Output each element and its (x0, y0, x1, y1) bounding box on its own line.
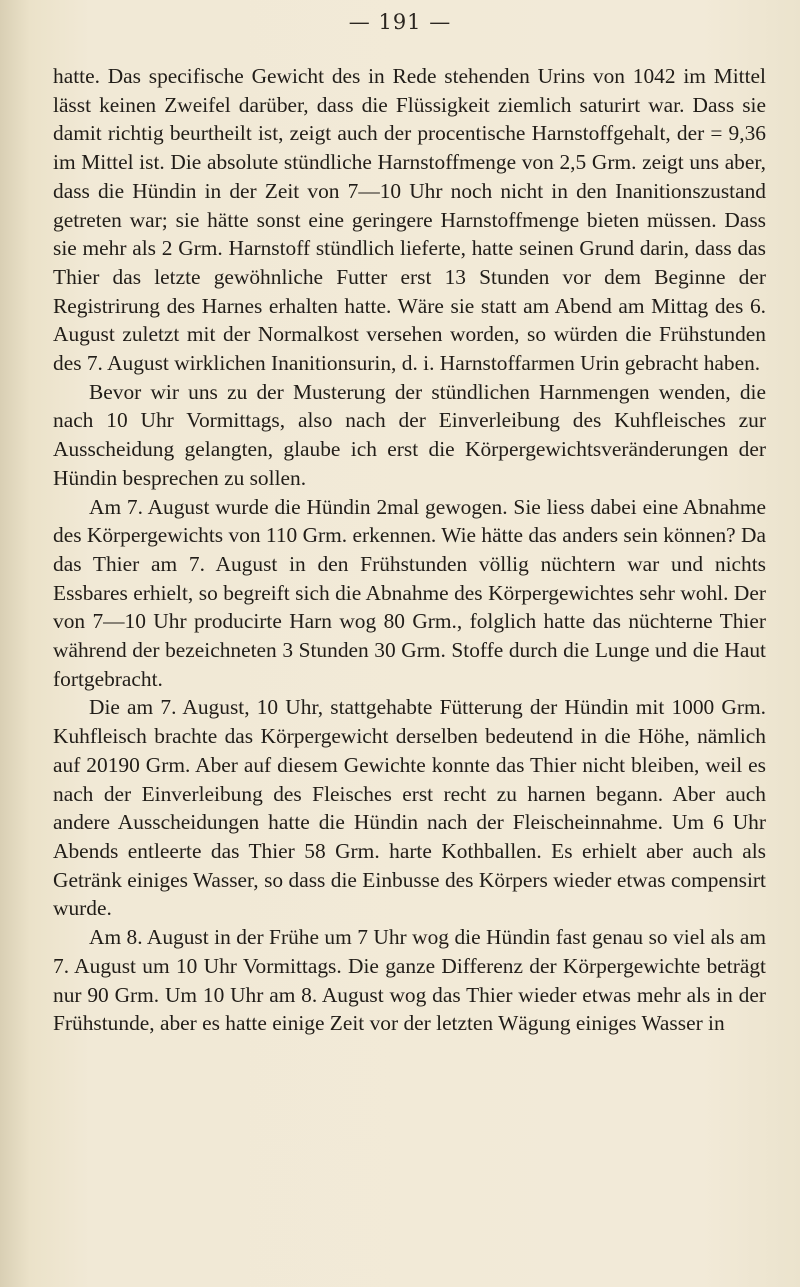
paragraph-5: Am 8. August in der Frühe um 7 Uhr wog die Hündin fast genau so viel als am 7. August um 10 Uhr Vormittags. Die ganze Differenz der Körpergewichte beträgt nur 90 Grm. Um 10 Uhr am 8. August wog das Thier wieder etwas mehr als in der Frühstunde, aber es hatte einige Zeit vor der letzten Wägung einiges Wasser in (53, 925, 766, 1036)
paragraph-4: Die am 7. August, 10 Uhr, stattgehabte Fütterung der Hündin mit 1000 Grm. Kuhfleisch brachte das Körpergewicht derselben bedeutend in die Höhe, nämlich auf 20190 Grm. Aber auf diesem Gewichte konnte das Thier nicht bleiben, weil es nach der Einverleibung des Fleisches erst recht zu harnen begann. Aber auch andere Ausscheidungen hatte die Hündin nach der Fleischeinnahme. Um 6 Uhr Abends entleerte das Thier 58 Grm. harte Kothballen. Es erhielt aber auch als Getränk einiges Wasser, so dass die Einbusse des Körpers wieder etwas compensirt wurde. (53, 695, 766, 921)
page-number: — 191 — (348, 10, 452, 34)
paragraph-2: Bevor wir uns zu der Musterung der stündlichen Harnmengen wenden, die nach 10 Uhr Vormittags, also nach der Einverleibung des Kuhfleisches zur Ausscheidung gelangten, glaube ich erst die Körpergewichtsveränderungen der Hündin besprechen zu sollen. (53, 379, 766, 490)
paragraph-1: hatte. Das specifische Gewicht des in Rede stehenden Urins von 1042 im Mittel lässt keinen Zweifel darüber, dass die Flüssigkeit ziemlich saturirt war. Dass sie damit richtig beurtheilt ist, zeigt auch der procentische Harnstoffgehalt, der = 9,36 im Mittel ist. Die absolute stündliche Harnstoffmenge von 2,5 Grm. zeigt uns aber, dass die Hündin in der Zeit von 7—10 Uhr noch nicht in den Inanitionszustand getreten war; sie hätte sonst eine geringere Harnstoffmenge bieten müssen. Dass sie mehr als 2 Grm. Harnstoff stündlich lieferte, hatte seinen Grund darin, dass das Thier das letzte gewöhnliche Futter erst 13 Stunden vor dem Beginne der Registrirung des Harnes erhalten hatte. Wäre sie statt am Abend am Mittag des 6. August zuletzt mit der Normalkost versehen worden, so würden die Frühstunden des 7. August wirklichen Inanitionsurin, d. i. Harnstoffarmen Urin gebracht haben. (53, 64, 766, 376)
body-text (53, 62, 766, 1038)
paragraph-3: Am 7. August wurde die Hündin 2mal gewogen. Sie liess dabei eine Abnahme des Körpergewichts von 110 Grm. erkennen. Wie hätte das anders sein können? Da das Thier am 7. August in den Frühstunden völlig nüchtern war und nichts Essbares erhielt, so begreift sich die Abnahme des Körpergewichtes sehr wohl. Der von 7—10 Uhr producirte Harn wog 80 Grm., folglich hatte das nüchterne Thier während der bezeichneten 3 Stunden 30 Grm. Stoffe durch die Lunge und die Haut fortgebracht. (53, 494, 766, 691)
